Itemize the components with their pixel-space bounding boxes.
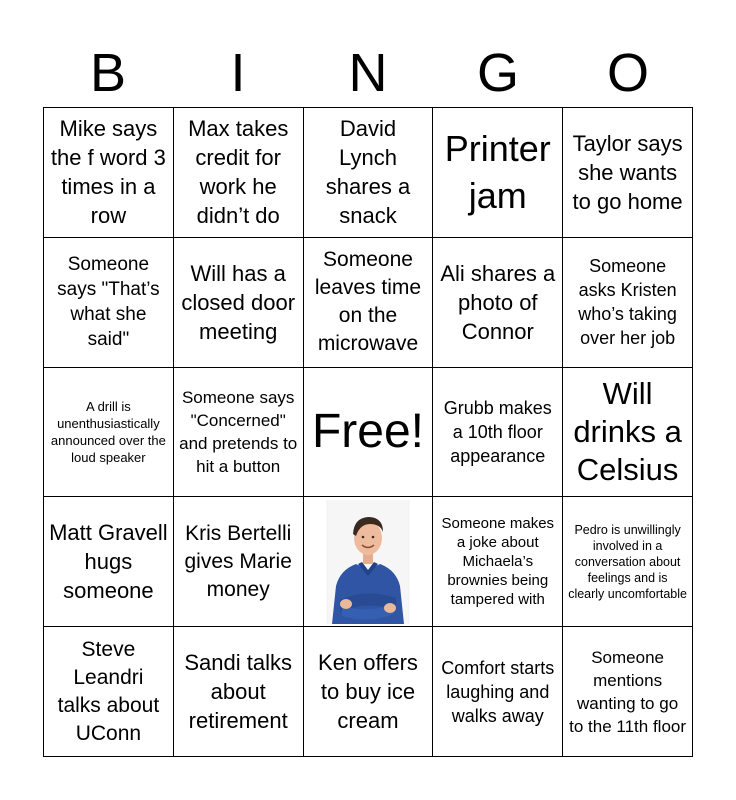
bingo-cell[interactable]: Printer jam xyxy=(433,108,563,238)
bingo-cell[interactable]: Will drinks a Celsius xyxy=(563,368,693,498)
bingo-cell[interactable]: Comfort starts laughing and walks away xyxy=(433,627,563,757)
bingo-cell[interactable]: Someone asks Kristen who’s taking over her job xyxy=(563,238,693,368)
photo-cell[interactable] xyxy=(304,497,434,627)
bingo-cell[interactable]: Matt Gravell hugs someone xyxy=(44,497,174,627)
bingo-cell[interactable]: A drill is unenthusiastically announced over the loud speaker xyxy=(44,368,174,498)
free-space[interactable]: Free! xyxy=(304,368,434,498)
bingo-cell[interactable]: Someone mentions wanting to go to the 11th floor xyxy=(563,627,693,757)
bingo-cell[interactable]: Mike says the f word 3 times in a row xyxy=(44,108,174,238)
bingo-header xyxy=(43,38,693,108)
bingo-cell[interactable]: Will has a closed door meeting xyxy=(174,238,304,368)
bingo-cell[interactable]: Ali shares a photo of Connor xyxy=(433,238,563,368)
bingo-cell[interactable]: David Lynch shares a snack xyxy=(304,108,434,238)
bingo-cell[interactable]: Someone says "That’s what she said" xyxy=(44,238,174,368)
bingo-cell[interactable]: Sandi talks about retirement xyxy=(174,627,304,757)
header-letter-g: G xyxy=(476,43,519,103)
bingo-cell[interactable]: Max takes credit for work he didn’t do xyxy=(174,108,304,238)
bingo-cell[interactable]: Steve Leandri talks about UConn xyxy=(44,627,174,757)
bingo-cell[interactable]: Grubb makes a 10th floor appearance xyxy=(433,368,563,498)
header-letter-b: B xyxy=(89,43,127,103)
bingo-board xyxy=(43,107,693,757)
header-letter-o: O xyxy=(606,43,649,103)
bingo-cell[interactable]: Kris Bertelli gives Marie money xyxy=(174,497,304,627)
bingo-cell[interactable]: Ken offers to buy ice cream xyxy=(304,627,434,757)
person-photo xyxy=(326,500,410,624)
bingo-cell[interactable]: Someone leaves time on the microwave xyxy=(304,238,434,368)
bingo-cell[interactable]: Someone says "Concerned" and pretends to hit a button xyxy=(174,368,304,498)
header-letter-i: I xyxy=(230,43,246,103)
bingo-cell[interactable]: Someone makes a joke about Michaela’s brownies being tampered with xyxy=(433,497,563,627)
header-letter-n: N xyxy=(348,43,388,103)
bingo-cell[interactable]: Taylor says she wants to go home xyxy=(563,108,693,238)
person-photo-illustration xyxy=(326,500,410,624)
bingo-cell[interactable]: Pedro is unwillingly involved in a conversation about feelings and is clearly uncomfortable xyxy=(563,497,693,627)
